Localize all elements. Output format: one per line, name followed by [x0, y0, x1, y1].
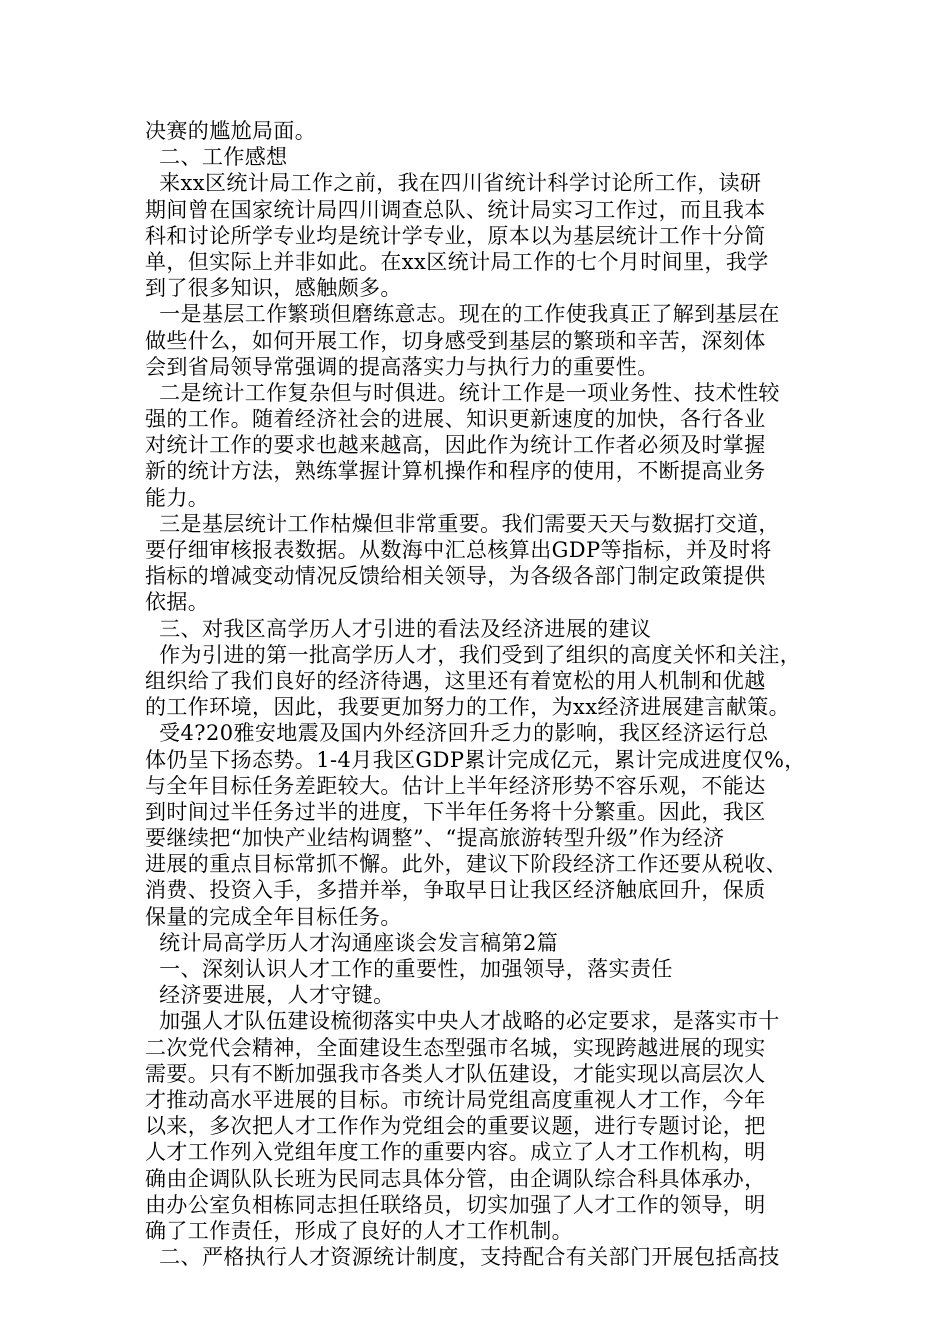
section-heading: 一、深刻认识人才工作的重要性，加强领导，落实责任	[145, 957, 673, 981]
text-line: 进展的重点目标常抓不懈。此外，建议下阶段经济工作还要从税收、	[145, 852, 787, 877]
text-line: 单，但实际上并非如此。在xx区统计局工作的七个月时间里，我学	[145, 249, 769, 274]
text-line: 能力。	[145, 485, 210, 510]
text-line: 才推动高水平进展的目标。市统计局党组高度重视人才工作，今年	[145, 1087, 766, 1112]
text-line: 依据。	[145, 590, 210, 615]
section-heading: 二、严格执行人才资源统计制度，支持配合有关部门开展包括高技	[145, 1245, 780, 1270]
text-line: 以来，多次把人才工作作为党组会的重要议题，进行专题讨论，把	[145, 1114, 766, 1139]
text-line: 来xx区统计局工作之前，我在四川省统计科学讨论所工作，读研	[145, 171, 762, 196]
document-page	[145, 118, 810, 1270]
text-line: 到了很多知识，感触颇多。	[145, 276, 402, 301]
text-line: 由办公室负相栋同志担任联络员，切实加强了人才工作的领导，明	[145, 1192, 766, 1217]
text-line: 人才工作列入党组年度工作的重要内容。成立了人才工作机构，明	[145, 1140, 766, 1165]
text-line: 期间曾在国家统计局四川调查总队、统计局实习工作过，而且我本	[145, 197, 766, 222]
text-line: 科和讨论所学专业均是统计学专业，原本以为基层统计工作十分简	[145, 223, 766, 248]
section-heading: 三、对我区高学历人才引进的看法及经济进展的建议	[145, 616, 652, 641]
text-line: 会到省局领导常强调的提高落实力与执行力的重要性。	[145, 354, 659, 379]
text-line: 经济要进展，人才守键。	[145, 983, 395, 1008]
text-line: 加强人才队伍建设梳彻落实中央人才战略的必定要求，是落实市十	[145, 1009, 780, 1034]
section-heading: 二、工作感想	[145, 145, 288, 170]
text-line: 二次党代会精神，全面建设生态型强市名城，实现跨越进展的现实	[145, 1035, 766, 1060]
text-line: 决赛的尴尬局面。	[145, 119, 317, 143]
text-line: 与全年目标任务差距较大。估计上半年经济形势不容乐观，不能达	[145, 773, 766, 798]
text-line: 要仔细审核报表数据。从数海中汇总核算出GDP等指标，并及时将	[145, 538, 772, 562]
text-line: 指标的增减变动情况反馈给相关领导，为各级各部门制定政策提供	[145, 564, 766, 589]
text-line: 确了工作责任，形成了良好的人才工作机制。	[145, 1218, 573, 1243]
text-line: 作为引进的第一批高学历人才，我们受到了组织的高度关怀和关注，	[145, 642, 802, 667]
text-line: 强的工作。随着经济社会的进展、知识更新速度的加快，各行各业	[145, 407, 766, 432]
text-line: 到时间过半任务过半的进度，下半年任务将十分繁重。因此，我区	[145, 799, 766, 824]
text-line: 消费、投资入手，多措并举，争取早日让我区经济触底回升，保质	[145, 878, 766, 903]
text-line: 对统计工作的要求也越来越高，因此作为统计工作者必须及时掌握	[145, 433, 766, 458]
text-line: 一是基层工作繁琐但磨练意志。现在的工作使我真正了解到基层在	[145, 302, 780, 327]
text-line: 确由企调队队长班为民同志具体分管，由企调队综合科具体承办，	[145, 1166, 766, 1191]
text-line: 体仍呈下扬态势。1-4月我区GDP累计完成亿元，累计完成进度仅%，	[145, 747, 806, 772]
text-line: 二是统计工作复杂但与时俱进。统计工作是一项业务性、技术性较	[145, 380, 780, 405]
text-line: 做些什么，如何开展工作，切身感受到基层的繁琐和辛苦，深刻体	[145, 328, 766, 353]
text-line: 新的统计方法，熟练掌握计算机操作和程序的使用，不断提高业务	[145, 459, 766, 484]
text-line: 需要。只有不断加强我市各类人才队伍建设，才能实现以高层次人	[145, 1061, 766, 1086]
text-line: 要继续把“加快产业结构调整”、“提高旅游转型升级”作为经济	[145, 826, 725, 851]
article-title: 统计局高学历人才沟通座谈会发言稿第2篇	[145, 930, 559, 955]
text-line: 保量的完成全年目标任务。	[145, 904, 402, 929]
text-line: 的工作环境，因此，我要更加努力的工作，为xx经济进展建言献策。	[145, 695, 791, 720]
text-line: 受4?20雅安地震及国内外经济回升乏力的影响，我区经济运行总	[145, 721, 769, 746]
text-line: 组织给了我们良好的经济待遇，这里还有着宽松的用人机制和优越	[145, 668, 766, 693]
text-line: 三是基层统计工作枯燥但非常重要。我们需要天天与数据打交道，	[145, 511, 780, 536]
